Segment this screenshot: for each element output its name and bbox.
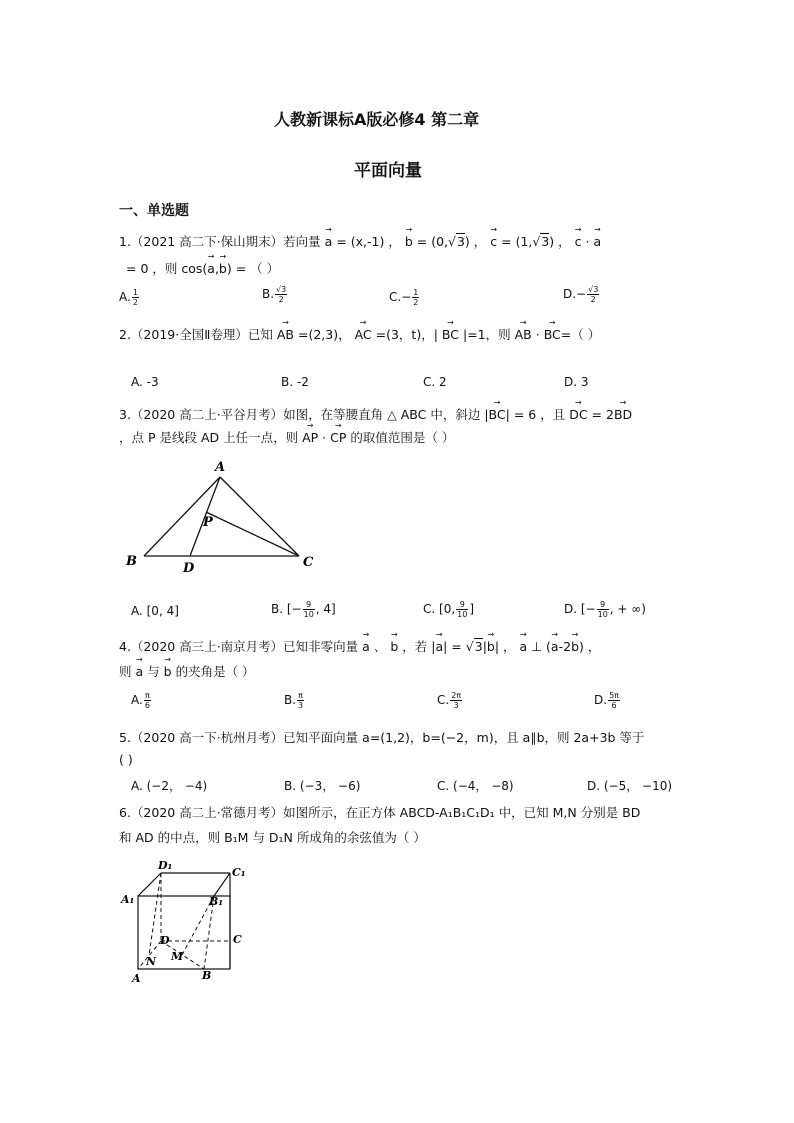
label-d: D: [160, 934, 170, 947]
question-5-option-c[interactable]: C. (−4， −8): [437, 779, 514, 793]
question-4-line-2: 则 → a 与 → b 的夹角是（ ）: [119, 662, 255, 680]
question-5-line-1: 5.（2020 高一下·杭州月考）已知平面向量 a=(1,2)，b=(−2，m)，且 a∥b，则 2a+3b 等于: [119, 730, 645, 745]
edge-ac: [220, 477, 299, 556]
label-c: C: [233, 933, 242, 946]
label-n: N: [146, 955, 157, 968]
question-3-option-d[interactable]: D. [− $\frac{9}{10}$ , + ∞): [564, 600, 646, 619]
question-2-option-b[interactable]: B. -2: [281, 375, 309, 389]
section-heading: 一、单选题: [119, 203, 189, 219]
question-3-option-b[interactable]: B. [− $\frac{9}{10}$ , 4]: [271, 600, 336, 619]
question-5-option-d[interactable]: D. (−5， −10): [587, 779, 673, 793]
question-2-option-c[interactable]: C. 2: [423, 375, 447, 389]
label-a: A: [132, 972, 141, 985]
question-5-option-a[interactable]: A. (−2， −4): [131, 779, 208, 793]
question-5-option-b[interactable]: B. (−3， −6): [284, 779, 361, 793]
question-2-option-d[interactable]: D. 3: [564, 375, 589, 389]
question-4-option-b[interactable]: B. $\frac{\pi}{3}$: [284, 691, 304, 710]
edge-a1-d1: [138, 873, 161, 896]
question-3-option-c[interactable]: C. [0, $\frac{9}{10}$ ]: [423, 600, 475, 619]
label-a1: A₁: [121, 893, 135, 906]
label-m: M: [171, 950, 184, 963]
question-3-line-2: ，点 P 是线段 AD 上任一点，则 → AP · → CP 的取值范围是（ ）: [119, 428, 454, 446]
document-title: 人教新课标A版必修4 第二章: [274, 110, 480, 129]
label-p: P: [203, 515, 213, 530]
question-4-option-a[interactable]: A. $\frac{\pi}{6}$: [131, 691, 150, 710]
document-subtitle: 平面向量: [354, 161, 422, 181]
label-b: B: [202, 969, 212, 982]
segment-pc: [206, 512, 299, 556]
question-1-option-b[interactable]: B. $\frac{√3}{2}$: [262, 285, 287, 304]
question-6-line-2: 和 AD 的中点，则 B₁M 与 D₁N 所成角的余弦值为（ ）: [119, 830, 426, 845]
question-6-line-1: 6.（2020 高二上·常德月考）如图所示，在正方体 ABCD-A₁B₁C₁D₁ 中，已知 M,N 分别是 BD: [119, 805, 641, 820]
label-b: B: [126, 554, 137, 569]
question-2-option-a[interactable]: A. -3: [131, 375, 159, 389]
question-1-option-d[interactable]: D.− $\frac{√3}{2}$: [563, 285, 599, 304]
question-1-option-a[interactable]: A. $\frac{1}{2}$: [119, 288, 138, 307]
question-1-line-1: 1.（2021 高二下·保山期末）若向量 → a = (x,-1) ， → b = (0,√3) ， → c = (1,√3) ， → c · → a: [119, 232, 601, 250]
label-b1: B₁: [209, 895, 224, 908]
question-4-option-c[interactable]: C. $\frac{2\pi}{3}$: [437, 691, 462, 710]
question-5-line-2: ( ): [119, 752, 133, 767]
question-3-option-a[interactable]: A. [0, 4]: [131, 604, 179, 618]
label-c1: C₁: [232, 866, 246, 879]
label-d: D: [183, 561, 195, 576]
question-1-line-2: = 0 ，则 cos(→ a,→ b) = （ ）: [126, 259, 279, 277]
question-4-line-1: 4.（2020 高三上·南京月考）已知非零向量 → a 、 → b ，若 |→ a| = √3|→ b| ， → a ⊥ (→ a-2→ b) ，: [119, 637, 600, 655]
question-1-option-c[interactable]: C.− $\frac{1}{2}$: [389, 288, 419, 307]
label-c: C: [303, 555, 314, 570]
question-2-line-1: 2.（2019·全国Ⅱ卷理）已知 → AB =(2,3)， → AC =(3，t)，| → BC |=1，则 → AB · → BC=（ ）: [119, 325, 600, 343]
cube-figure: [118, 855, 258, 990]
label-a: A: [215, 460, 226, 475]
question-3-line-1: 3.（2020 高二上·平谷月考）如图，在等腰直角 △ ABC 中，斜边 |→ BC| = 6 ，且 → DC = 2→ BD: [119, 405, 632, 423]
edge-c1-b1: [214, 873, 230, 896]
question-4-option-d[interactable]: D. $\frac{5\pi}{6}$: [594, 691, 619, 710]
label-d1: D₁: [158, 859, 173, 872]
triangle-figure: [120, 455, 330, 580]
